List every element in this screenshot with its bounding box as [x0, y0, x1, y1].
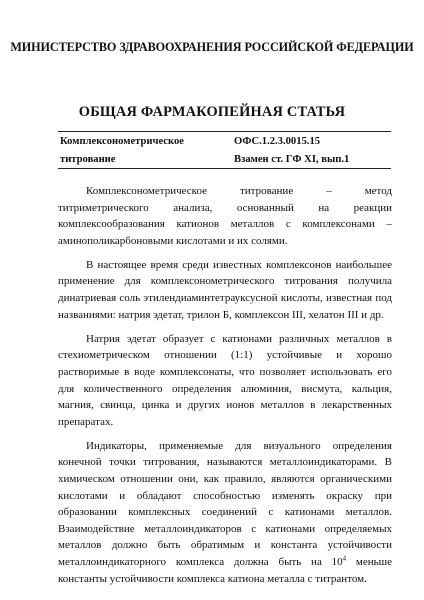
article-body	[58, 183, 392, 595]
paragraph-4-text-a: Индикаторы, применяемые для визуального определения конечной точки титрования, называются металлоиндикаторами. В химическом отношении они, как правило, являются органическими кислотами и обладают способностью изменять окраску при образовании комплексных соединений с катионами металлов. Взаимодействие металлоиндикаторов с катионами определяемых металлов должно быть обратимым и константа устойчивости металлоиндикаторного комплекса должна быть на 10	[58, 439, 392, 568]
article-code-block	[234, 133, 349, 169]
exponent: 4	[342, 554, 347, 563]
article-title-line-2: титрование	[60, 154, 116, 165]
paragraph-3: Натрия эдетат образует с катионами различных металлов в стехиометрическом отношении (1:1) устойчивые и хорошо растворимые в воде комплексонаты, что позволяет использовать его для количественного определения алюминия, висмута, кальция, магния, свинца, цинка и других ионов металлов в лекарственных препаратах.	[58, 332, 392, 428]
paragraph-2: В настоящее время среди известных комплексонов наибольшее применение для комплексонометрического титрования получила динатриевая соль этилендиаминтетрауксусной кислоты, известная под названиями: натрия эдетат, трилон Б, комплексон III, хелатон III и др.	[58, 258, 392, 321]
paragraph-4-text-b: меньше константы устойчивости комплекса катиона металла с титрантом.	[58, 555, 392, 585]
document-type-title: ОБЩАЯ ФАРМАКОПЕЙНАЯ СТАТЬЯ	[78, 104, 346, 120]
article-code: ОФС.1.2.3.0015.15	[234, 136, 321, 147]
paragraph-1: Комплексонометрическое титрование – метод титриметрического анализа, основанный на реакции комплексообразования катионов металлов с комплексонами – аминополикарбоновыми кислотами и их солями.	[58, 185, 392, 247]
replaces-note: Взамен ст. ГФ XI, вып.1	[234, 154, 350, 165]
top-divider	[58, 131, 391, 132]
ministry-header: МИНИСТЕРСТВО ЗДРАВООХРАНЕНИЯ РОССИЙСКОЙ ФЕДЕРАЦИИ	[10, 40, 414, 54]
article-title-line-1: Комплексонометрическое	[60, 136, 184, 147]
article-title-block	[60, 133, 184, 169]
bottom-divider	[58, 168, 391, 169]
paragraph-4	[58, 438, 392, 587]
